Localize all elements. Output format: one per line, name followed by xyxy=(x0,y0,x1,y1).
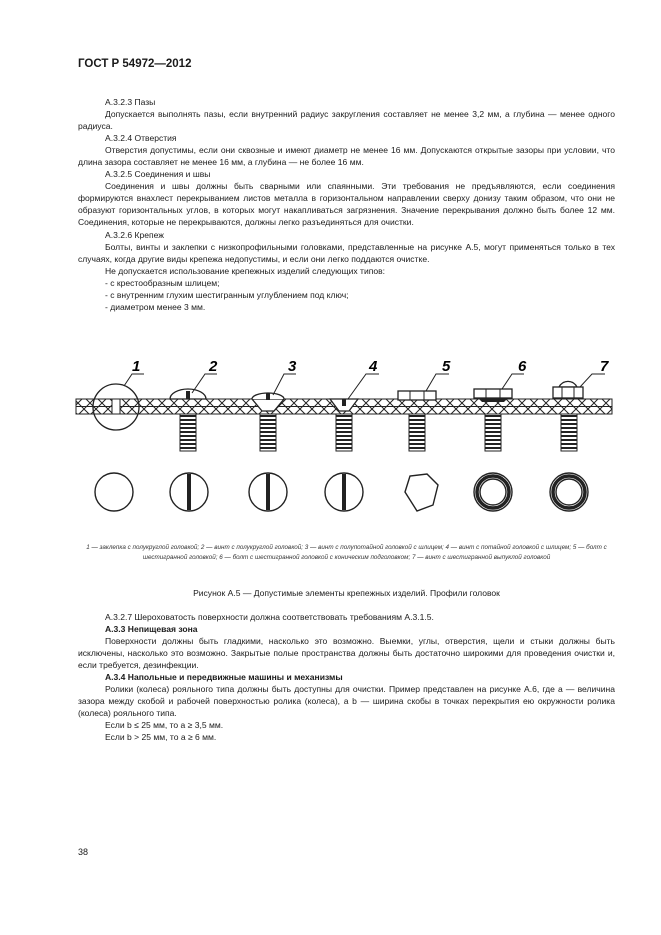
screw-round-head xyxy=(170,389,206,451)
bolt-hex-head xyxy=(398,391,436,451)
heading-a324: А.3.2.4 Отверстия xyxy=(105,133,177,144)
paragraph-not-allowed: Не допускается использование крепежных изделий следующих типов: xyxy=(105,265,386,276)
heading-a323: А.3.2.3 Пазы xyxy=(105,97,156,107)
figure-a5-fastener-profiles xyxy=(72,355,617,530)
paragraph-roughness: А.3.2.7 Шероховатость поверхности должна соответствовать требованиям А.3.1.5. xyxy=(105,612,434,622)
formula-line-2: Если b > 25 мм, то a ≥ 6 мм. xyxy=(105,732,217,743)
heading-a325: А.3.2.5 Соединения и швы xyxy=(105,169,211,180)
paragraph-holes: Отверстия допустимы, если они сквозные и имеют диаметр не менее 16 мм. Допускаются открытые зазоры при условии, что длина зазора составляет не менее 16 мм, а глубина — не более 16 мм. xyxy=(78,145,615,168)
label-6: 6 xyxy=(518,358,527,375)
figure-title: Рисунок А.5 — Допустимые элементы крепежных изделий. Профили головок xyxy=(193,588,500,598)
paragraph-casters: Ролики (колеса) рояльного типа должны быть доступны для очистки. Пример представлен на рисунке А.6, где а — величина зазора между скобой и рабочей поверхностью ролика (колеса), а b — ширина скобы в точках перекрытия ею окружности ролика (колеса) рояльного типа. xyxy=(78,684,615,719)
label-2: 2 xyxy=(209,358,218,375)
paragraph-slots: Допускается выполнять пазы, если внутренний радиус закругления составляет не менее 3,2 мм, а глубина — менее одного радиуса. xyxy=(78,109,615,132)
page-number: 38 xyxy=(78,847,89,857)
list-item: - с крестообразным шлицем; xyxy=(105,277,220,288)
top-view-row xyxy=(95,473,588,511)
paragraph-joints: Соединения и швы должны быть сварными или спаянными. Эти требования не предъявляются, если соединения формируются внахлест перекрыванием листов металла в горизонтальном направлении сверху донизу таким образом, что они не образуют горизонтальных углов, в которых могут накапливаться загрязнения. Значение перекрывания должно быть более 12 мм. Соединения, которые не перекрываются, должны легко разъединяться для очистки. xyxy=(78,181,615,228)
document-header: ГОСТ Р 54972—2012 xyxy=(78,58,192,70)
list-item: - с внутренним глухим шестигранным углублением под ключ; xyxy=(105,289,349,300)
label-4: 4 xyxy=(369,358,378,375)
label-3: 3 xyxy=(288,358,297,375)
paragraph-fasteners: Болты, винты и заклепки с низкопрофильными головками, представленные на рисунке А.5, могут применяться только в тех случаях, когда другие виды крепежа недопустимы, и если они легко поддаются очистке. xyxy=(78,241,615,264)
paragraph-surfaces: Поверхности должны быть гладкими, насколько это возможно. Выемки, углы, отверстия, щели и стыки должны быть исключены, насколько это возможно. Закрытые полые пространства должны быть достаточно широкими для проведения очистки и, если требуется, дезинфекции. xyxy=(78,636,615,671)
body-text-top xyxy=(78,96,615,313)
formula-line-1: Если b ≤ 25 мм, то a ≥ 3,5 мм. xyxy=(105,720,224,731)
heading-a326: А.3.2.6 Крепеж xyxy=(105,229,164,240)
list-item: - диаметром менее 3 мм. xyxy=(105,301,206,312)
label-7: 7 xyxy=(600,358,609,375)
figure-caption: 1 — заклепка с полукруглой головкой; 2 — винт с полукруглой головкой; 3 — винт с полупотайной головкой с шлицем; 4 — винт с потайной головкой с шлицем; 5 — болт с шестигранной головкой; 6 — болт с шестигранной головкой с коническим подголовком; 7 — винт с шестигранной выпуклой головкой xyxy=(86,544,607,562)
screw-hex-domed xyxy=(553,381,583,451)
screw-raised-countersunk xyxy=(252,393,284,451)
bolt-hex-conical xyxy=(474,389,512,451)
heading-a34: А.3.4 Напольные и передвижные машины и механизмы xyxy=(105,672,343,683)
body-text-bottom xyxy=(78,611,615,744)
label-1: 1 xyxy=(132,358,141,375)
label-5: 5 xyxy=(442,358,451,375)
heading-a33: А.3.3 Непищевая зона xyxy=(105,624,198,635)
